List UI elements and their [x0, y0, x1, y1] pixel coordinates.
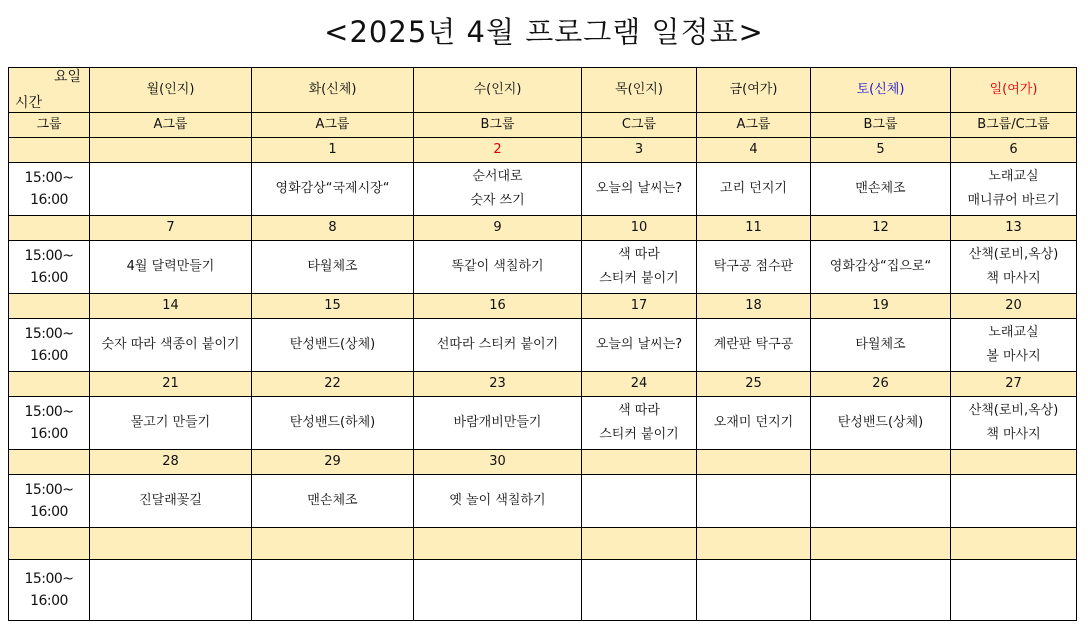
activity-text: 책 마사지 [986, 427, 1041, 442]
time-cell [9, 241, 90, 294]
day-header: 일(여가) [951, 68, 1077, 113]
date-cell: 26 [811, 372, 951, 397]
date-cell: 3 [582, 138, 697, 163]
time-cell [9, 397, 90, 450]
activity-row [9, 319, 1077, 372]
group-row [9, 113, 1077, 138]
date-cell: 18 [697, 294, 811, 319]
date-cell: 29 [252, 450, 414, 475]
date-cell [697, 528, 811, 560]
date-cell: 16 [414, 294, 582, 319]
activity-cell [697, 560, 811, 621]
date-cell [697, 450, 811, 475]
activity-cell [951, 560, 1077, 621]
activity-text: 탁구공 점수판 [713, 259, 794, 274]
date-cell: 7 [90, 216, 252, 241]
activity-cell [252, 319, 414, 372]
date-cell: 23 [414, 372, 582, 397]
time-text: 15:00~ [24, 482, 74, 498]
time-cell [9, 163, 90, 216]
activity-text: 타월체조 [855, 337, 906, 352]
group-cell: C그룹 [582, 113, 697, 138]
activity-cell [252, 241, 414, 294]
activity-text: 오늘의 날씨는? [595, 337, 683, 352]
date-cell: 13 [951, 216, 1077, 241]
activity-text: 탄성밴드(상체) [289, 337, 376, 352]
date-row-label [9, 450, 90, 475]
date-cell [414, 528, 582, 560]
activity-cell [414, 560, 582, 621]
activity-cell [582, 560, 697, 621]
activity-cell [414, 319, 582, 372]
activity-text: 물고기 만들기 [130, 415, 211, 430]
activity-cell [90, 475, 252, 528]
group-cell: A그룹 [252, 113, 414, 138]
date-cell [811, 528, 951, 560]
activity-cell [414, 397, 582, 450]
activity-text: 탄성밴드(하체) [289, 415, 376, 430]
schedule-body [9, 68, 1077, 621]
activity-text: 오재미 던지기 [713, 415, 794, 430]
activity-cell [811, 397, 951, 450]
activity-cell [951, 241, 1077, 294]
activity-text: 산책(로비,옥상) [968, 247, 1059, 262]
activity-cell [90, 163, 252, 216]
time-text: 16:00 [30, 270, 68, 286]
activity-text: 노래교실 [988, 325, 1039, 340]
group-cell: B그룹 [414, 113, 582, 138]
date-cell: 27 [951, 372, 1077, 397]
activity-text: 숫자 쓰기 [470, 193, 525, 208]
activity-cell [582, 241, 697, 294]
activity-text: 맨손체조 [855, 181, 906, 196]
activity-cell [414, 163, 582, 216]
date-cell [90, 528, 252, 560]
activity-cell [697, 397, 811, 450]
date-row-label [9, 528, 90, 560]
date-cell [582, 450, 697, 475]
date-cell: 2 [414, 138, 582, 163]
time-text: 16:00 [30, 504, 68, 520]
activity-cell [697, 475, 811, 528]
time-text: 16:00 [30, 426, 68, 442]
time-text: 16:00 [30, 593, 68, 609]
date-cell: 11 [697, 216, 811, 241]
date-cell: 28 [90, 450, 252, 475]
activity-text: 색 따라 [618, 247, 660, 262]
date-cell: 15 [252, 294, 414, 319]
activity-row [9, 560, 1077, 621]
group-label: 그룹 [9, 113, 90, 138]
date-cell: 19 [811, 294, 951, 319]
activity-cell [811, 560, 951, 621]
activity-cell [811, 163, 951, 216]
time-text: 15:00~ [24, 248, 74, 264]
date-row [9, 138, 1077, 163]
activity-text: 옛 놀이 색칠하기 [449, 493, 546, 508]
date-cell: 30 [414, 450, 582, 475]
schedule-table [8, 67, 1077, 621]
activity-cell [252, 475, 414, 528]
activity-text: 순서대로 [472, 169, 523, 184]
day-header: 금(여가) [697, 68, 811, 113]
date-row [9, 216, 1077, 241]
date-row [9, 372, 1077, 397]
activity-cell [582, 319, 697, 372]
activity-text: 고리 던지기 [720, 181, 787, 196]
activity-text: 탄성밴드(상체) [837, 415, 924, 430]
corner-time-label: 시간 [15, 95, 43, 111]
date-cell: 10 [582, 216, 697, 241]
date-cell: 14 [90, 294, 252, 319]
activity-cell [811, 241, 951, 294]
day-header: 수(인지) [414, 68, 582, 113]
activity-cell [951, 475, 1077, 528]
group-cell: A그룹 [90, 113, 252, 138]
date-row-label [9, 372, 90, 397]
group-cell: B그룹/C그룹 [951, 113, 1077, 138]
activity-text: 진달래꽃길 [139, 493, 202, 508]
date-cell: 1 [252, 138, 414, 163]
date-cell: 22 [252, 372, 414, 397]
activity-cell [582, 397, 697, 450]
day-header: 화(신체) [252, 68, 414, 113]
activity-cell [951, 163, 1077, 216]
date-cell [252, 528, 414, 560]
activity-cell [697, 163, 811, 216]
page-title: <2025년 4월 프로그램 일정표> [324, 15, 764, 49]
activity-text: 책 마사지 [986, 271, 1041, 286]
date-cell: 21 [90, 372, 252, 397]
time-text: 15:00~ [24, 571, 74, 587]
time-text: 15:00~ [24, 404, 74, 420]
activity-text: 색 따라 [618, 403, 660, 418]
date-row [9, 294, 1077, 319]
group-cell: B그룹 [811, 113, 951, 138]
date-row [9, 528, 1077, 560]
activity-text: 영화감상“국제시장“ [275, 181, 390, 196]
time-cell [9, 475, 90, 528]
date-cell [90, 138, 252, 163]
activity-text: 산책(로비,옥상) [968, 403, 1059, 418]
date-cell: 8 [252, 216, 414, 241]
corner-day-label: 요일 [53, 69, 81, 85]
day-header: 토(신체) [811, 68, 951, 113]
activity-text: 4월 달력만들기 [126, 259, 215, 274]
activity-cell [951, 397, 1077, 450]
activity-text: 바람개비만들기 [453, 415, 542, 430]
date-cell: 5 [811, 138, 951, 163]
day-header: 목(인지) [582, 68, 697, 113]
activity-cell [414, 475, 582, 528]
activity-text: 계란판 탁구공 [713, 337, 794, 352]
activity-text: 스티커 붙이기 [599, 271, 679, 286]
date-cell [951, 450, 1077, 475]
activity-cell [90, 560, 252, 621]
date-cell: 24 [582, 372, 697, 397]
group-cell: A그룹 [697, 113, 811, 138]
activity-row [9, 397, 1077, 450]
time-cell [9, 560, 90, 621]
time-text: 16:00 [30, 348, 68, 364]
activity-text: 똑같이 색칠하기 [451, 259, 544, 274]
activity-cell [90, 397, 252, 450]
activity-row [9, 475, 1077, 528]
activity-cell [951, 319, 1077, 372]
activity-text: 스티커 붙이기 [599, 427, 679, 442]
activity-text: 선따라 스티커 붙이기 [436, 337, 559, 352]
activity-cell [582, 475, 697, 528]
corner-cell [9, 68, 90, 113]
activity-cell [414, 241, 582, 294]
date-cell [951, 528, 1077, 560]
activity-text: 볼 마사지 [986, 349, 1041, 364]
date-cell: 9 [414, 216, 582, 241]
activity-text: 숫자 따라 색종이 붙이기 [101, 337, 240, 352]
activity-cell [252, 397, 414, 450]
time-cell [9, 319, 90, 372]
time-text: 15:00~ [24, 170, 74, 186]
date-cell: 20 [951, 294, 1077, 319]
activity-text: 영화감상“집으로“ [829, 259, 932, 274]
date-cell: 25 [697, 372, 811, 397]
time-text: 15:00~ [24, 326, 74, 342]
activity-row [9, 241, 1077, 294]
date-cell: 6 [951, 138, 1077, 163]
activity-text: 맨손체조 [307, 493, 358, 508]
activity-cell [90, 241, 252, 294]
activity-cell [697, 241, 811, 294]
activity-text: 노래교실 [988, 169, 1039, 184]
activity-text: 매니큐어 바르기 [967, 193, 1060, 208]
date-row-label [9, 216, 90, 241]
activity-cell [90, 319, 252, 372]
activity-cell [811, 319, 951, 372]
date-row [9, 450, 1077, 475]
day-header: 월(인지) [90, 68, 252, 113]
date-cell [811, 450, 951, 475]
activity-cell [582, 163, 697, 216]
date-cell: 12 [811, 216, 951, 241]
date-row-label [9, 294, 90, 319]
activity-text: 타월체조 [307, 259, 358, 274]
date-cell [582, 528, 697, 560]
activity-cell [811, 475, 951, 528]
date-cell: 4 [697, 138, 811, 163]
time-text: 16:00 [30, 192, 68, 208]
activity-text: 오늘의 날씨는? [595, 181, 683, 196]
activity-row [9, 163, 1077, 216]
activity-cell [697, 319, 811, 372]
date-row-label [9, 138, 90, 163]
header-row [9, 68, 1077, 113]
activity-cell [252, 560, 414, 621]
date-cell: 17 [582, 294, 697, 319]
activity-cell [252, 163, 414, 216]
